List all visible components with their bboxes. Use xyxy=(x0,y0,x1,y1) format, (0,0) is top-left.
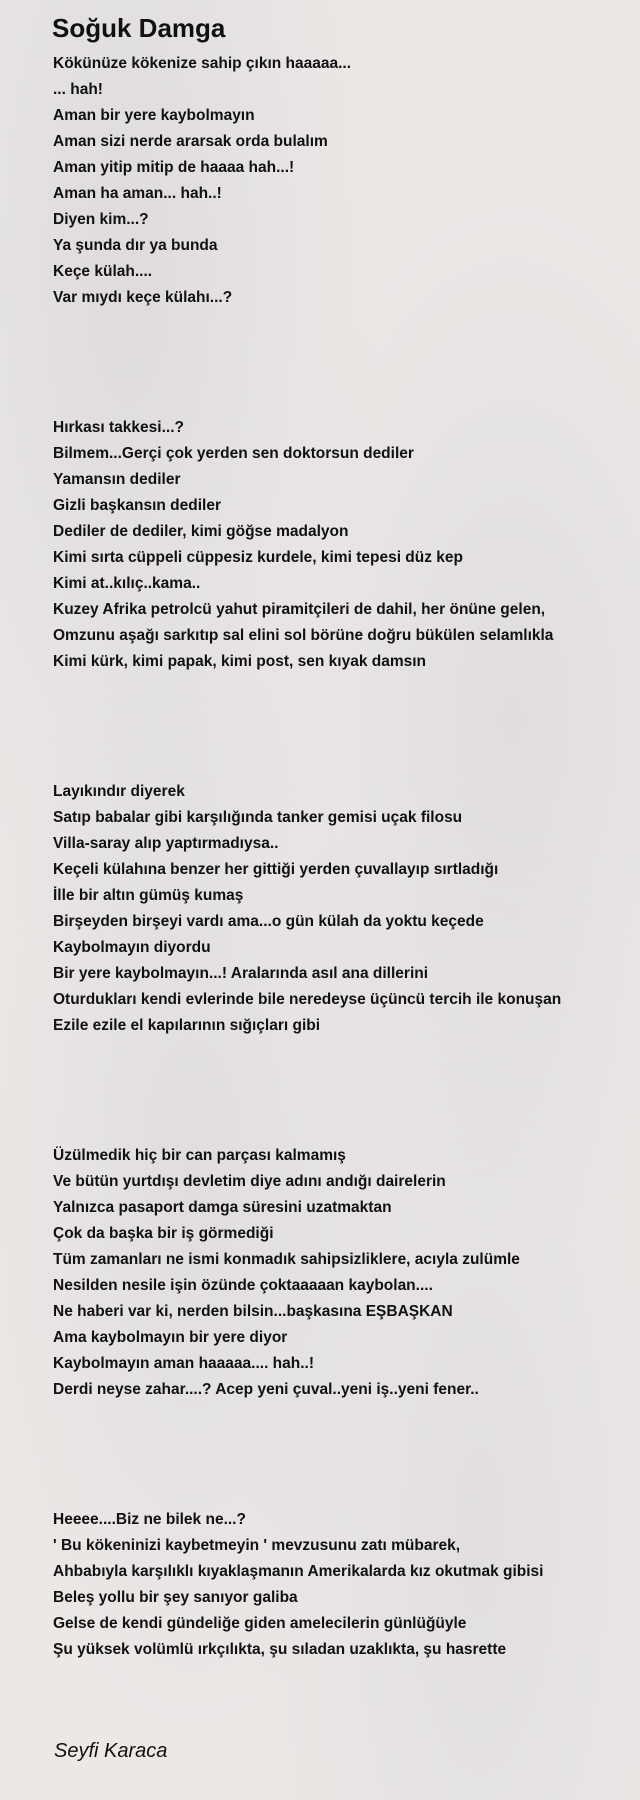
poem-line: Keçe külah.... xyxy=(53,263,153,280)
poem-author: Seyfi Karaca xyxy=(54,1740,168,1762)
poem-line: Aman bir yere kaybolmayın xyxy=(53,107,255,124)
poem-line: Kuzey Afrika petrolcü yahut piramitçileri de dahil, her önüne gelen, xyxy=(53,601,546,618)
poem-line: Aman sizi nerde ararsak orda bulalım xyxy=(53,133,328,150)
poem-line: Üzülmedik hiç bir can parçası kalmamış xyxy=(53,1147,346,1164)
poem-line: ... hah! xyxy=(53,81,103,98)
stanza xyxy=(53,1507,633,1663)
poem-line: Ahbabıyla karşılıklı kıyaklaşmanın Amerikalarda kız okutmak gibisi xyxy=(53,1563,544,1580)
poem-line: Kaybolmayın diyordu xyxy=(53,939,211,956)
poem-line: Derdi neyse zahar....? Acep yeni çuval..yeni iş..yeni fener.. xyxy=(53,1381,479,1398)
poem-line: Yamansın dediler xyxy=(53,471,181,488)
poem-line: Villa-saray alıp yaptırmadıysa.. xyxy=(53,835,279,852)
poem-line: Yalnızca pasaport damga süresini uzatmaktan xyxy=(53,1199,392,1216)
stanza xyxy=(53,1143,633,1403)
poem-line: Dediler de dediler, kimi göğse madalyon xyxy=(53,523,349,540)
poem-line: Ne haberi var ki, nerden bilsin...başkasına EŞBAŞKAN xyxy=(53,1303,453,1320)
poem-line: ' Bu kökeninizi kaybetmeyin ' mevzusunu zatı mübarek, xyxy=(53,1537,461,1554)
poem-line: Ezile ezile el kapılarının sığıçları gibi xyxy=(53,1017,321,1034)
poem-line: Aman ha aman... hah..! xyxy=(53,185,222,202)
poem-body xyxy=(53,51,633,1767)
poem-line: Bir yere kaybolmayın...! Aralarında asıl ana dillerini xyxy=(53,965,429,982)
poem-line: Layıkındır diyerek xyxy=(53,783,185,800)
poem-line: Ve bütün yurtdışı devletim diye adını andığı dairelerin xyxy=(53,1173,446,1190)
poem-line: Çok da başka bir iş görmediği xyxy=(53,1225,274,1242)
poem-line: Hırkası takkesi...? xyxy=(53,419,184,436)
stanza xyxy=(53,51,633,311)
poem-line: Aman yitip mitip de haaaa hah...! xyxy=(53,159,295,176)
poem-line: Satıp babalar gibi karşılığında tanker gemisi uçak filosu xyxy=(53,809,463,826)
poem-line: Oturdukları kendi evlerinde bile neredeyse üçüncü tercih ile konuşan xyxy=(53,991,562,1008)
poem-line: Tüm zamanları ne ismi konmadık sahipsizliklere, acıyla zulümle xyxy=(53,1251,520,1268)
poem-line: İlle bir altın gümüş kumaş xyxy=(53,887,244,904)
poem-line: Beleş yollu bir şey sanıyor galiba xyxy=(53,1589,298,1606)
poem-line: Kökünüze kökenize sahip çıkın haaaaa... xyxy=(53,55,352,72)
poem-line: Kimi sırta cüppeli cüppesiz kurdele, kimi tepesi düz kep xyxy=(53,549,464,566)
poem-line: Heeee....Biz ne bilek ne...? xyxy=(53,1511,246,1528)
poem-line: Var mıydı keçe külahı...? xyxy=(53,289,233,306)
poem-line: Şu yüksek volümlü ırkçılıkta, şu sıladan uzaklıkta, şu hasrette xyxy=(53,1641,507,1658)
stanza xyxy=(53,779,633,1039)
poem-line: Keçeli külahına benzer her gittiği yerden çuvallayıp sırtladığı xyxy=(53,861,499,878)
poem-line: Kaybolmayın aman haaaaa.... hah..! xyxy=(53,1355,315,1372)
poem-line: Diyen kim...? xyxy=(53,211,149,228)
poem-line: Ya şunda dır ya bunda xyxy=(53,237,218,254)
poem-line: Kimi at..kılıç..kama.. xyxy=(53,575,201,592)
poem-line: Omzunu aşağı sarkıtıp sal elini sol börüne doğru bükülen selamlıkla xyxy=(53,627,554,644)
poem-line: Gizli başkansın dediler xyxy=(53,497,221,514)
poem-line: Gelse de kendi gündeliğe giden amelecilerin günlüğüyle xyxy=(53,1615,467,1632)
stanza xyxy=(53,415,633,675)
poem-line: Ama kaybolmayın bir yere diyor xyxy=(53,1329,288,1346)
poem-line: Bilmem...Gerçi çok yerden sen doktorsun dediler xyxy=(53,445,414,462)
poem-title: Soğuk Damga xyxy=(52,13,226,43)
poem-line: Kimi kürk, kimi papak, kimi post, sen kıyak damsın xyxy=(53,653,427,670)
poem-line: Nesilden nesile işin özünde çoktaaaaan kaybolan.... xyxy=(53,1277,433,1294)
poem-line: Birşeyden birşeyi vardı ama...o gün külah da yoktu keçede xyxy=(53,913,484,930)
